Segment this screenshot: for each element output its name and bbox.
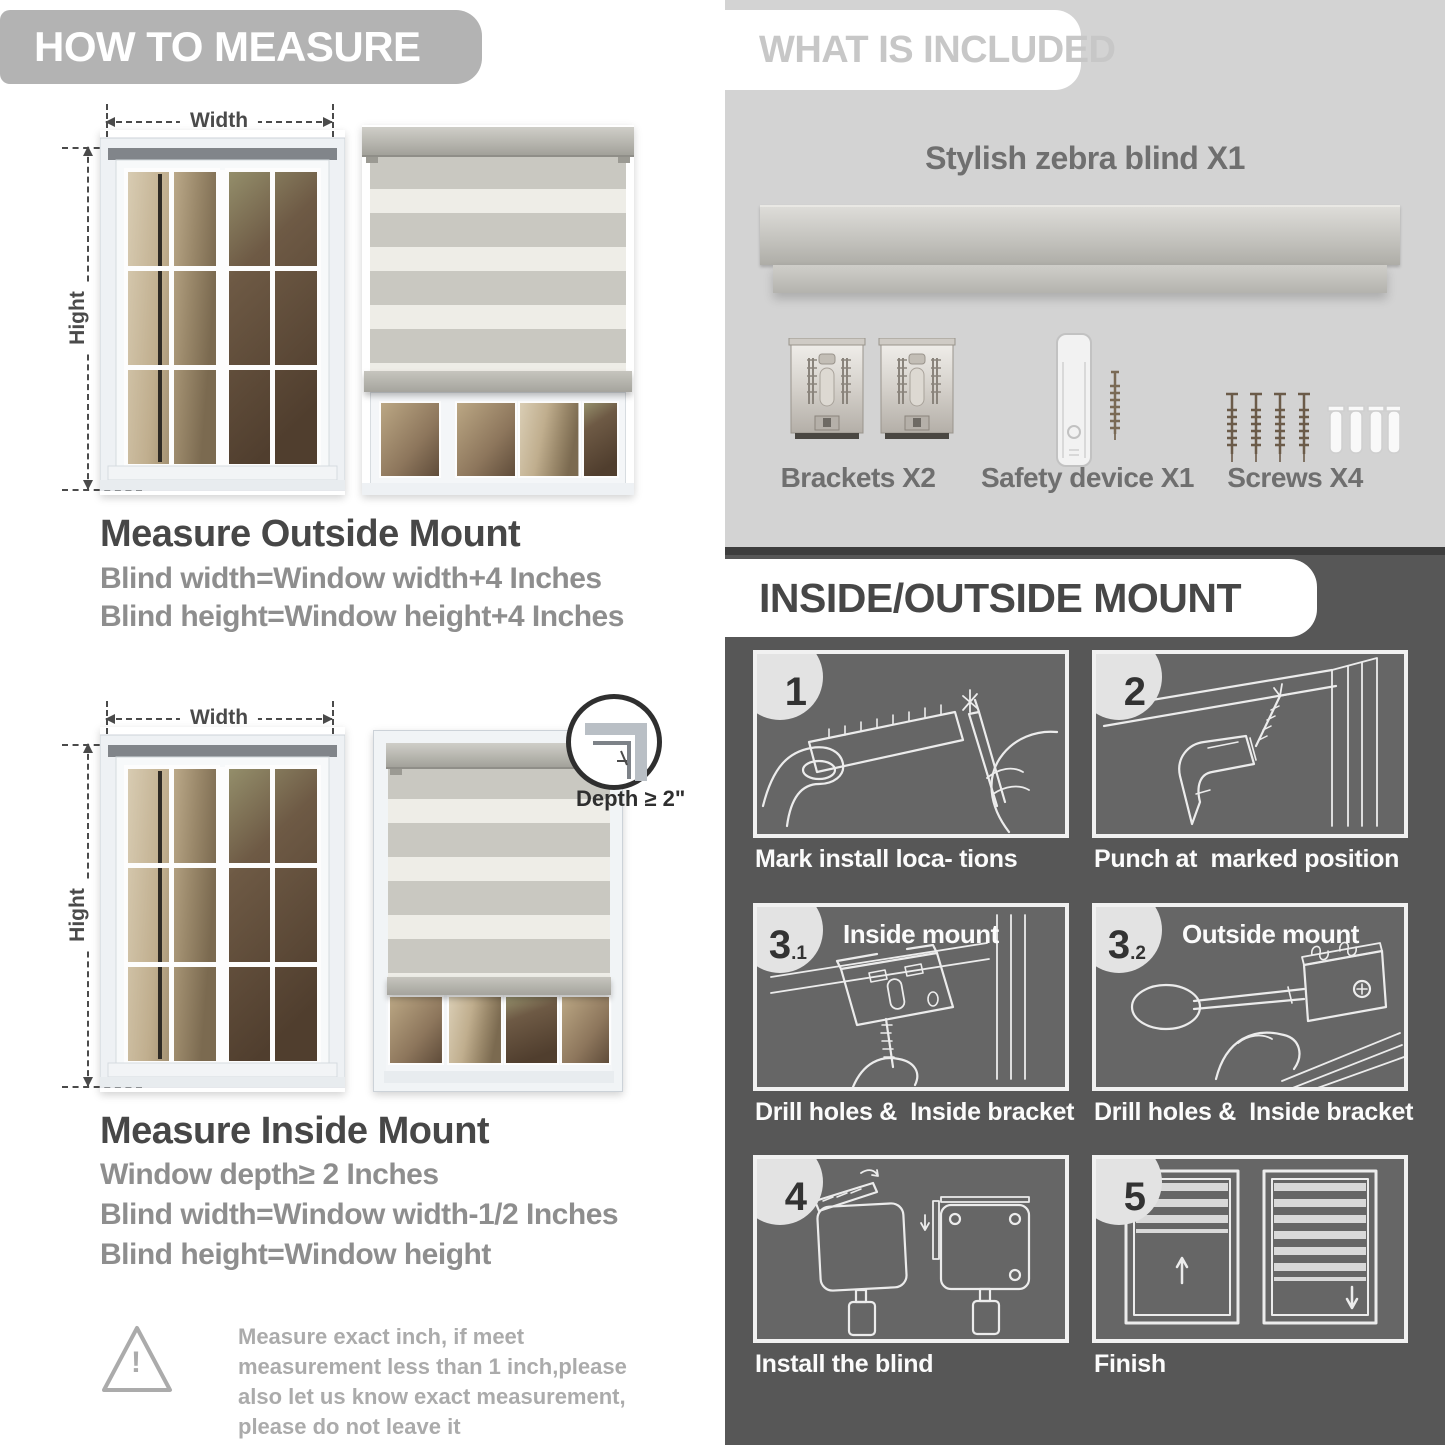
width-arrow-inside	[106, 706, 332, 729]
window-pane	[379, 401, 441, 478]
mount-instructions-section	[725, 547, 1445, 1445]
inside-mount-line2: Blind width=Window width-1/2 Inches	[100, 1198, 619, 1231]
window-illustration-inside	[100, 727, 345, 1092]
window-pane	[560, 995, 611, 1065]
height-label-inside: Hight	[66, 880, 90, 950]
outside-mount-title: Measure Outside Mount	[100, 513, 521, 555]
inside-mount-title: Measure Inside Mount	[100, 1110, 490, 1152]
step-caption-3-2: Drill holes & Inside bracket	[1094, 1098, 1414, 1126]
blind-bottom-rail2	[387, 977, 611, 995]
width-label-outside: Width	[180, 109, 258, 133]
step-title-3-1: Inside mount	[843, 919, 999, 949]
step-caption-4: Install the blind	[755, 1350, 934, 1378]
step-panel-4	[753, 1155, 1069, 1343]
step-badge-4: 4	[753, 1155, 823, 1225]
window-pane	[504, 995, 560, 1065]
depth-label: Depth ≥ 2"	[576, 786, 686, 811]
headrail-image	[760, 205, 1400, 265]
what-is-included-section	[725, 0, 1445, 555]
brackets-caption: Brackets X2	[780, 462, 936, 493]
zebra-blind-quantity-label: Stylish zebra blind X1	[925, 140, 1245, 176]
outside-mount-line1: Blind width=Window width+4 Inches	[100, 562, 602, 595]
window-pane	[388, 995, 444, 1065]
step-panel-2	[1092, 650, 1408, 838]
window-pane	[582, 401, 619, 478]
what-is-included-title: WHAT IS INCLUDED	[759, 28, 1116, 71]
step-title-3-2: Outside mount	[1182, 919, 1359, 949]
step-badge-2: 2	[1092, 650, 1162, 720]
step-badge-5: 5	[1092, 1155, 1162, 1225]
step-caption-2: Punch at marked position	[1094, 845, 1400, 873]
step-panel-1	[753, 650, 1069, 838]
zebra-blind-illustration-outside	[362, 125, 634, 495]
warning-exclamation: !	[131, 1346, 141, 1379]
how-to-measure-title: HOW TO MEASURE	[34, 23, 421, 70]
how-to-measure-header	[0, 10, 482, 84]
step-badge-3-2: 3 .2	[1092, 903, 1162, 973]
inside-mount-line3: Blind height=Window height	[100, 1238, 491, 1271]
what-is-included-header	[725, 10, 1116, 90]
height-label-outside: Hight	[66, 283, 90, 353]
window-illustration-outside	[100, 130, 345, 495]
blind-bottom-rail	[364, 371, 632, 392]
screws-icon	[1220, 388, 1400, 472]
window-sill	[362, 483, 634, 495]
brackets-icon	[787, 338, 957, 450]
step-caption-5: Finish	[1094, 1350, 1166, 1378]
depth-magnifier	[566, 694, 662, 790]
blind-cassette	[362, 127, 634, 157]
width-label-inside: Width	[180, 706, 258, 730]
step-panel-5	[1092, 1155, 1408, 1343]
step-caption-1: Mark install loca- tions	[755, 845, 1018, 873]
headrail-lip	[773, 265, 1387, 293]
depth-corner-detail	[571, 699, 657, 785]
window-behind-blind	[370, 392, 626, 487]
window-pane	[518, 401, 580, 478]
warning-text: Measure exact inch, if meet measurement less than 1 inch,please also let us know exact measurement, please do not leave it	[238, 1324, 627, 1439]
window-pane	[455, 401, 517, 478]
height-arrow-outside	[65, 147, 89, 489]
width-arrow-outside	[106, 109, 332, 132]
step-badge-3-1: 3 .1	[753, 903, 823, 973]
zebra-stripes	[370, 155, 626, 371]
screws-caption: Screws X4	[1227, 462, 1363, 493]
step-badge-1: 1	[753, 650, 823, 720]
safety-device-icon	[1055, 332, 1127, 472]
step-panel-3-2	[1092, 903, 1408, 1091]
window-sill2	[384, 1071, 614, 1083]
window-behind-blind2	[386, 987, 612, 1073]
inside-mount-line1: Window depth≥ 2 Inches	[100, 1158, 439, 1191]
step-panel-3-1	[753, 903, 1069, 1091]
safety-device-caption: Safety device X1	[980, 462, 1195, 493]
step-caption-3-1: Drill holes & Inside bracket	[755, 1098, 1075, 1126]
height-arrow-inside	[65, 744, 89, 1086]
window-pane	[447, 995, 503, 1065]
mount-header	[725, 559, 1317, 637]
mount-header-title: INSIDE/OUTSIDE MOUNT	[759, 574, 1242, 621]
outside-mount-line2: Blind height=Window height+4 Inches	[100, 600, 624, 633]
